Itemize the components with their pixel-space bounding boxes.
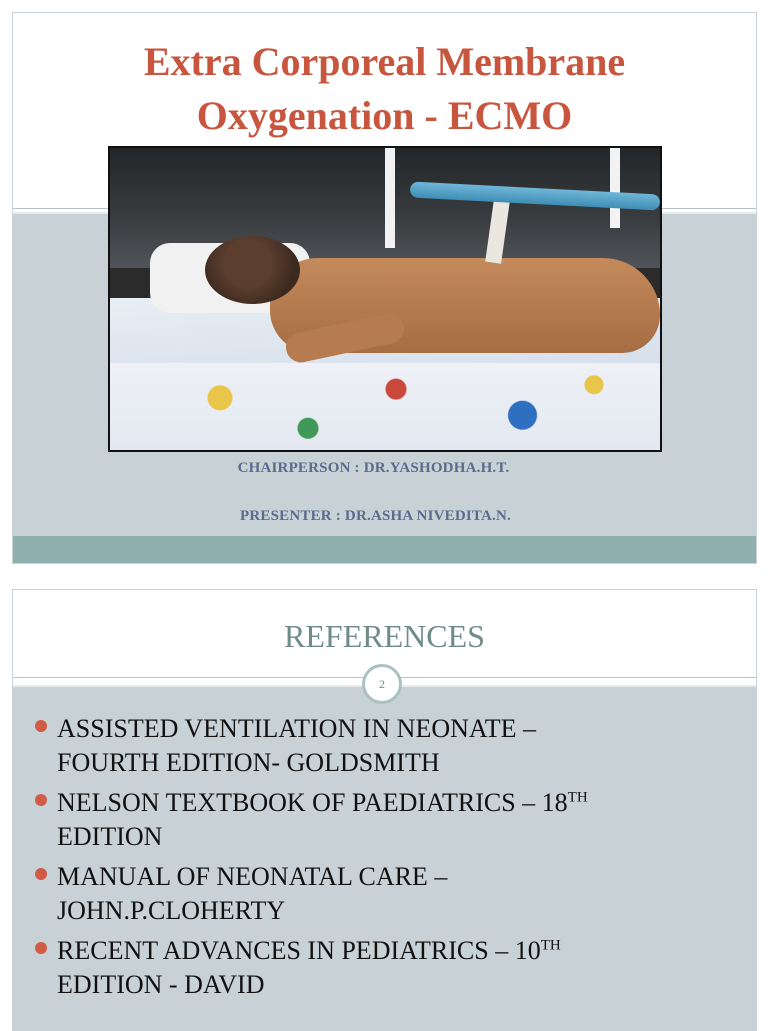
ecmo-patient-photo (108, 146, 662, 452)
chairperson-text: CHAIRPERSON : DR.YASHODHA.H.T. (237, 460, 510, 476)
bullet-icon (35, 942, 47, 954)
reference-line: JOHN.P.CLOHERTY (57, 896, 286, 925)
reference-line: EDITION - DAVID (57, 970, 265, 999)
slide-2 (12, 589, 757, 1031)
list-item (35, 934, 736, 1002)
presenter-text: PRESENTER : DR.ASHA NIVEDITA.N. (240, 508, 511, 524)
reference-line: RECENT ADVANCES IN PEDIATRICS – 10TH (57, 936, 561, 965)
bullet-icon (35, 868, 47, 880)
reference-list (35, 712, 736, 1008)
list-item (35, 786, 736, 854)
bullet-icon (35, 794, 47, 806)
slide-title: REFERENCES (284, 618, 485, 654)
superscript: TH (540, 937, 561, 954)
page-number-badge: 2 (362, 664, 402, 704)
reference-line: FOURTH EDITION- GOLDSMITH (57, 748, 440, 777)
reference-line: EDITION (57, 822, 163, 851)
reference-line: NELSON TEXTBOOK OF PAEDIATRICS – 18TH (57, 788, 588, 817)
slide-1 (12, 12, 757, 564)
superscript: TH (567, 789, 588, 806)
list-item (35, 712, 736, 780)
title-line-1: Extra Corporeal Membrane (143, 39, 626, 84)
bullet-icon (35, 720, 47, 732)
slide-title (13, 35, 756, 143)
reference-line: MANUAL OF NEONATAL CARE – (57, 862, 448, 891)
title-line-2: Oxygenation - ECMO (196, 93, 573, 138)
footer-bar (13, 536, 756, 563)
reference-line: ASSISTED VENTILATION IN NEONATE – (57, 714, 537, 743)
list-item (35, 860, 736, 928)
